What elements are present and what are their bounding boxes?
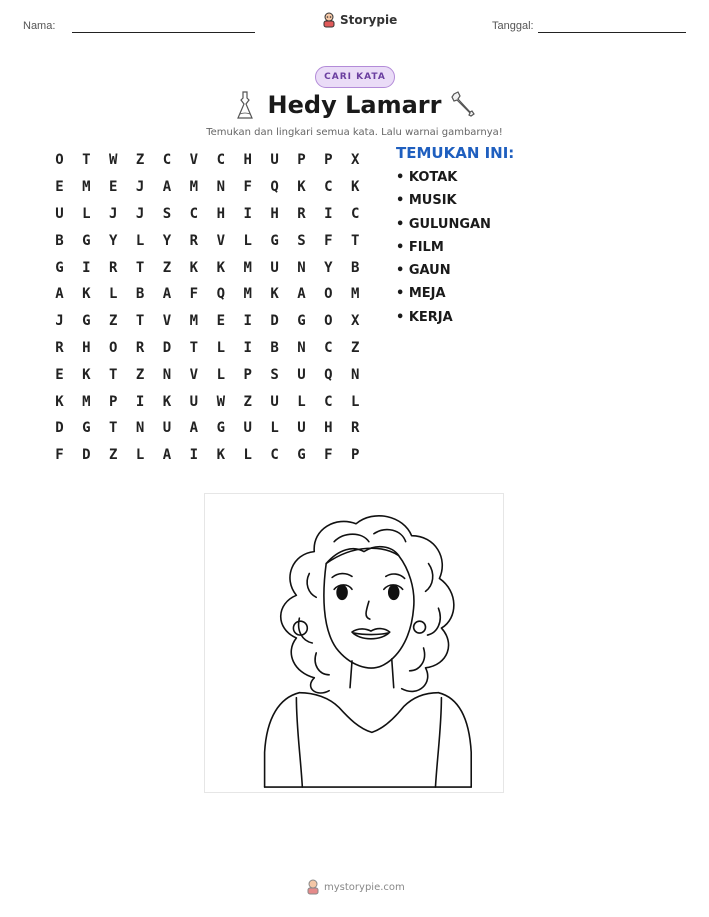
grid-letter[interactable]: Z — [162, 259, 172, 276]
grid-letter[interactable]: I — [243, 339, 252, 356]
grid-letter[interactable]: E — [55, 366, 64, 383]
grid-letter[interactable]: C — [270, 447, 279, 464]
grid-letter[interactable]: K — [216, 447, 225, 464]
grid-letter[interactable]: K — [216, 259, 225, 276]
grid-letter[interactable]: O — [324, 286, 333, 303]
storypie-logo-icon — [322, 12, 336, 28]
grid-letter[interactable]: V — [189, 366, 199, 383]
word-list-item: • FILM — [396, 239, 444, 255]
grid-letter[interactable]: L — [243, 232, 252, 249]
grid-letter[interactable]: U — [270, 259, 279, 276]
grid-letter[interactable]: C — [216, 152, 225, 169]
grid-letter[interactable]: I — [243, 313, 252, 330]
word-list-item: • GULUNGAN — [396, 216, 491, 232]
grid-letter[interactable]: D — [270, 313, 279, 330]
grid-letter[interactable]: C — [351, 205, 360, 222]
grid-row — [46, 281, 369, 308]
grid-letter[interactable]: B — [55, 232, 64, 249]
grid-letter[interactable]: P — [351, 447, 360, 464]
wrench-icon — [450, 90, 476, 118]
grid-letter[interactable]: U — [297, 420, 306, 437]
grid-letter[interactable]: Q — [324, 366, 333, 383]
grid-letter[interactable]: L — [216, 366, 225, 383]
grid-letter[interactable]: D — [82, 447, 91, 464]
grid-letter[interactable]: C — [324, 179, 333, 196]
grid-letter[interactable]: U — [297, 366, 306, 383]
grid-letter[interactable]: D — [55, 420, 64, 437]
grid-letter[interactable]: G — [82, 420, 91, 437]
grid-letter[interactable]: C — [324, 393, 333, 410]
grid-row — [46, 147, 369, 174]
grid-letter[interactable]: R — [351, 420, 360, 437]
grid-letter[interactable]: M — [351, 286, 360, 303]
grid-letter[interactable]: P — [109, 393, 118, 410]
grid-letter[interactable]: K — [351, 179, 360, 196]
grid-letter[interactable]: G — [216, 420, 225, 437]
grid-letter[interactable]: A — [189, 420, 199, 437]
grid-row — [46, 254, 369, 281]
grid-letter[interactable]: T — [82, 152, 91, 169]
grid-letter[interactable]: M — [243, 286, 252, 303]
grid-letter[interactable]: Z — [243, 393, 252, 410]
grid-letter[interactable]: Z — [135, 152, 145, 169]
grid-letter[interactable]: A — [162, 179, 172, 196]
grid-letter[interactable]: U — [243, 420, 252, 437]
grid-letter[interactable]: E — [216, 313, 225, 330]
name-label: Nama: — [23, 20, 56, 32]
grid-letter[interactable]: U — [270, 152, 279, 169]
grid-letter[interactable]: L — [135, 447, 145, 464]
grid-letter[interactable]: N — [351, 366, 360, 383]
word-list-item: • MEJA — [396, 286, 446, 302]
grid-letter[interactable]: C — [162, 152, 172, 169]
grid-letter[interactable]: M — [189, 179, 199, 196]
grid-row — [46, 415, 369, 442]
grid-letter[interactable]: L — [270, 420, 279, 437]
grid-letter[interactable]: R — [109, 259, 118, 276]
grid-letter[interactable]: G — [82, 232, 91, 249]
grid-letter[interactable]: N — [216, 179, 225, 196]
name-field[interactable] — [72, 32, 255, 33]
grid-letter[interactable]: E — [109, 179, 118, 196]
hedy-lamarr-coloring-image — [204, 493, 504, 793]
word-list — [396, 170, 491, 333]
grid-letter[interactable]: P — [243, 366, 252, 383]
grid-letter[interactable]: I — [324, 205, 333, 222]
grid-letter[interactable]: Z — [109, 313, 118, 330]
grid-letter[interactable]: B — [351, 259, 360, 276]
grid-letter[interactable]: S — [162, 205, 172, 222]
grid-letter[interactable]: F — [324, 447, 333, 464]
grid-letter[interactable]: U — [270, 393, 279, 410]
word-list-item: • MUSIK — [396, 193, 457, 209]
grid-letter[interactable]: I — [135, 393, 145, 410]
grid-letter[interactable]: I — [189, 447, 199, 464]
grid-letter[interactable]: G — [297, 313, 306, 330]
grid-row — [46, 227, 369, 254]
grid-letter[interactable]: M — [82, 179, 91, 196]
grid-row — [46, 335, 369, 362]
grid-letter[interactable]: T — [351, 232, 360, 249]
grid-letter[interactable]: V — [189, 152, 199, 169]
grid-row — [46, 442, 369, 469]
grid-letter[interactable]: U — [162, 420, 172, 437]
grid-letter[interactable]: M — [243, 259, 252, 276]
grid-letter[interactable]: Z — [135, 366, 145, 383]
grid-letter[interactable]: E — [55, 179, 64, 196]
grid-letter[interactable]: R — [135, 339, 145, 356]
grid-letter[interactable]: T — [189, 339, 199, 356]
grid-letter[interactable]: B — [270, 339, 279, 356]
brand-name: Storypie — [340, 13, 398, 27]
grid-letter[interactable]: N — [162, 366, 172, 383]
storypie-logo-icon — [306, 879, 320, 895]
grid-letter[interactable]: G — [82, 313, 91, 330]
grid-letter[interactable]: V — [162, 313, 172, 330]
word-search-grid — [46, 147, 369, 469]
grid-letter[interactable]: K — [55, 393, 64, 410]
grid-letter[interactable]: H — [82, 339, 91, 356]
grid-letter[interactable]: K — [189, 259, 199, 276]
grid-letter[interactable]: T — [109, 366, 118, 383]
grid-row — [46, 201, 369, 228]
grid-letter[interactable]: L — [297, 393, 306, 410]
grid-letter[interactable]: T — [135, 259, 145, 276]
grid-letter[interactable]: R — [55, 339, 64, 356]
grid-letter[interactable]: K — [82, 286, 91, 303]
grid-letter[interactable]: H — [324, 420, 333, 437]
category-badge: CARI KATA — [315, 66, 395, 88]
grid-letter[interactable]: K — [270, 286, 279, 303]
grid-letter[interactable]: J — [109, 205, 118, 222]
grid-letter[interactable]: V — [216, 232, 225, 249]
grid-letter[interactable]: F — [189, 286, 199, 303]
grid-letter[interactable]: L — [243, 447, 252, 464]
grid-letter[interactable]: Q — [270, 179, 279, 196]
grid-letter[interactable]: A — [162, 286, 172, 303]
brand — [322, 12, 397, 28]
grid-letter[interactable]: O — [324, 313, 333, 330]
footer — [306, 879, 405, 895]
grid-letter[interactable]: N — [297, 339, 306, 356]
grid-letter[interactable]: B — [135, 286, 145, 303]
grid-letter[interactable]: L — [135, 232, 145, 249]
grid-letter[interactable]: F — [324, 232, 333, 249]
grid-letter[interactable]: P — [297, 152, 306, 169]
word-list-item: • GAUN — [396, 263, 451, 279]
grid-letter[interactable]: I — [243, 205, 252, 222]
grid-letter[interactable]: N — [135, 420, 145, 437]
grid-letter[interactable]: H — [243, 152, 252, 169]
grid-letter[interactable]: H — [270, 205, 279, 222]
grid-letter[interactable]: A — [297, 286, 306, 303]
grid-letter[interactable]: R — [297, 205, 306, 222]
grid-letter[interactable]: G — [55, 259, 64, 276]
grid-letter[interactable]: M — [82, 393, 91, 410]
grid-letter[interactable]: L — [82, 205, 91, 222]
grid-letter[interactable]: L — [216, 339, 225, 356]
word-list-title: TEMUKAN INI: — [396, 144, 515, 162]
grid-letter[interactable]: Z — [351, 339, 360, 356]
grid-letter[interactable]: D — [162, 339, 172, 356]
grid-letter[interactable]: L — [351, 393, 360, 410]
grid-letter[interactable]: S — [270, 366, 279, 383]
grid-letter[interactable]: O — [109, 339, 118, 356]
word-list-item: • KOTAK — [396, 170, 458, 185]
grid-letter[interactable]: G — [270, 232, 279, 249]
grid-letter[interactable]: K — [297, 179, 306, 196]
grid-letter[interactable]: K — [82, 366, 91, 383]
grid-row — [46, 174, 369, 201]
grid-letter[interactable]: O — [55, 152, 64, 169]
page-title: Hedy Lamarr — [267, 91, 442, 119]
grid-letter[interactable]: M — [189, 313, 199, 330]
grid-letter[interactable]: Y — [162, 232, 172, 249]
grid-letter[interactable]: A — [55, 286, 64, 303]
grid-letter[interactable]: Y — [109, 232, 118, 249]
grid-letter[interactable]: L — [109, 286, 118, 303]
grid-letter[interactable]: F — [55, 447, 64, 464]
grid-letter[interactable]: T — [109, 420, 118, 437]
grid-letter[interactable]: N — [297, 259, 306, 276]
grid-letter[interactable]: U — [55, 205, 64, 222]
instructions: Temukan dan lingkari semua kata. Lalu warnai gambarnya! — [206, 127, 503, 138]
grid-letter[interactable]: F — [243, 179, 252, 196]
word-list-item: • KERJA — [396, 309, 453, 325]
grid-letter[interactable]: G — [297, 447, 306, 464]
grid-letter[interactable]: T — [135, 313, 145, 330]
grid-letter[interactable]: Y — [324, 259, 333, 276]
date-field[interactable] — [538, 32, 686, 33]
grid-letter[interactable]: K — [162, 393, 172, 410]
grid-letter[interactable]: C — [189, 205, 199, 222]
grid-letter[interactable]: P — [324, 152, 333, 169]
grid-letter[interactable]: A — [162, 447, 172, 464]
grid-letter[interactable]: W — [109, 152, 118, 169]
grid-row — [46, 308, 369, 335]
grid-letter[interactable]: W — [216, 393, 225, 410]
grid-letter[interactable]: J — [135, 205, 145, 222]
date-label: Tanggal: — [492, 20, 534, 32]
grid-letter[interactable]: Q — [216, 286, 225, 303]
grid-row — [46, 361, 369, 388]
grid-letter[interactable]: R — [189, 232, 199, 249]
grid-letter[interactable]: I — [82, 259, 91, 276]
grid-letter[interactable]: X — [351, 152, 360, 169]
grid-letter[interactable]: H — [216, 205, 225, 222]
grid-letter[interactable]: J — [55, 313, 64, 330]
grid-letter[interactable]: Z — [109, 447, 118, 464]
grid-letter[interactable]: J — [135, 179, 145, 196]
grid-letter[interactable]: S — [297, 232, 306, 249]
grid-row — [46, 388, 369, 415]
grid-letter[interactable]: U — [189, 393, 199, 410]
grid-letter[interactable]: X — [351, 313, 360, 330]
grid-letter[interactable]: C — [324, 339, 333, 356]
footer-url[interactable]: mystorypie.com — [324, 881, 405, 893]
